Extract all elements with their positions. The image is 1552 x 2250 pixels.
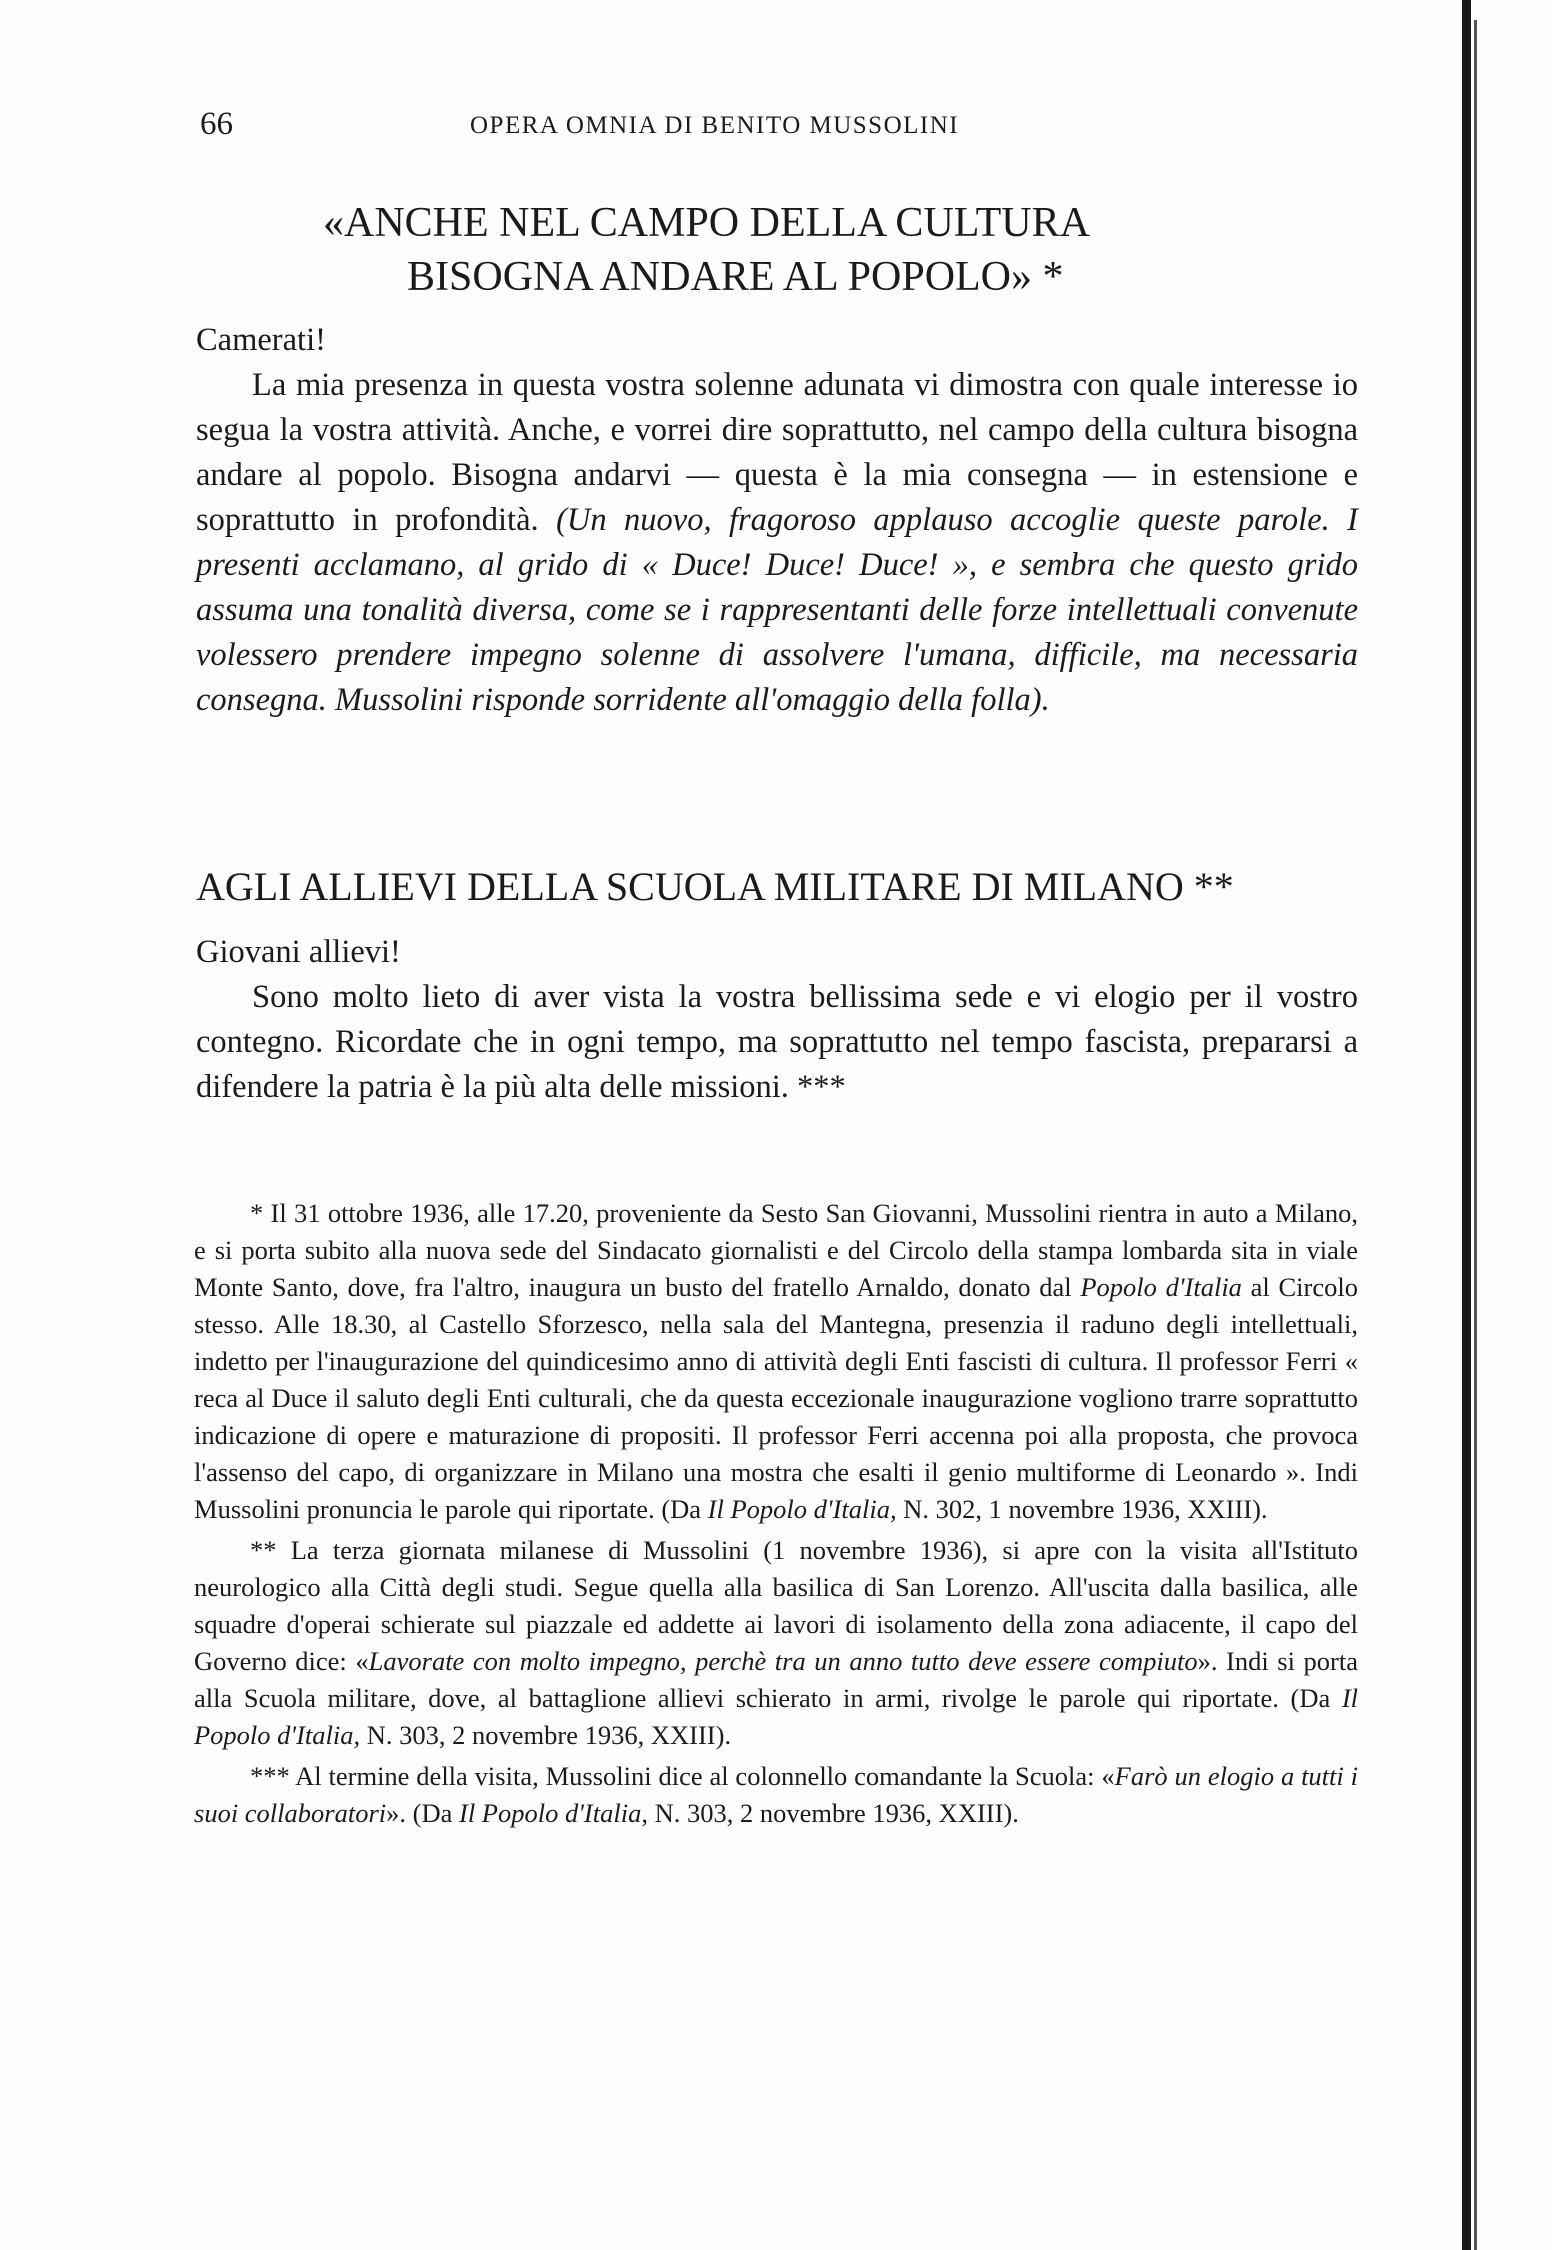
running-title: OPERA OMNIA DI BENITO MUSSOLINI: [470, 112, 960, 139]
footnote-3-quote: Farò un elogio a tutti i suoi collaboratori: [194, 1761, 1358, 1828]
section1-salutation: Camerati!: [196, 322, 326, 358]
footnote-1: [194, 1195, 1358, 1528]
footnote-2: [194, 1532, 1358, 1754]
section1-body: [196, 318, 1358, 723]
section1-title-line1: «ANCHE NEL CAMPO DELLA CULTURA: [323, 200, 1090, 246]
footnote-3: [194, 1758, 1358, 1832]
footnote-3-text-cont: ». (Da: [386, 1798, 453, 1828]
section2-title: AGLI ALLIEVI DELLA SCUOLA MILITARE DI MILANO **: [196, 864, 1234, 909]
section2-paragraph: Sono molto lieto di aver vista la vostra bellissima sede e vi elogio per il vostro contegno. Ricordate che in ogni tempo, ma soprattutto nel tempo fascista, prepararsi a difendere la patria è la più alta delle missioni. ***: [196, 979, 1358, 1105]
running-header: [0, 106, 1400, 146]
section1-paragraph: [196, 363, 1358, 723]
footnotes: [194, 1195, 1358, 1836]
footnote-1-citation-date: N. 302, 1 novembre 1936, XXIII).: [903, 1494, 1268, 1524]
section2-salutation: Giovani allievi!: [196, 934, 401, 970]
footnote-3-citation: Il Popolo d'Italia,: [459, 1798, 648, 1828]
footnote-1-citation: Il Popolo d'Italia,: [707, 1494, 897, 1524]
footnote-2-quote: Lavorate con molto impegno, perchè tra un anno tutto deve essere compiuto: [368, 1646, 1198, 1676]
section2-body: [196, 930, 1358, 1110]
section1-stage-direction: (Un nuovo, fragoroso applauso accoglie queste parole. I presenti acclamano, al grido di « Duce! Duce! Duce! », e sembra che questo grido assuma una tonalità diversa, come se i rappresentanti delle forze intellettuali convenute volessero prendere impegno solenne di assolvere l'umana, difficile, ma necessaria consegna. Mussolini risponde sorridente all'omaggio della folla).: [196, 502, 1358, 718]
page-edge-line: [1474, 20, 1477, 2250]
section1-title-line2: BISOGNA ANDARE AL POPOLO» *: [407, 254, 1064, 300]
footnote-3-citation-date: N. 303, 2 novembre 1936, XXIII).: [654, 1798, 1019, 1828]
footnote-2-citation: Il Popolo d'Italia,: [194, 1683, 1359, 1750]
page-edge-shadow: [1462, 0, 1471, 2250]
footnote-2-text: ** La terza giornata milanese di Mussolini (1 novembre 1936), si apre con la visita all'Istituto neurologico alla Città degli studi. Segue quella alla basilica di San Lorenzo. All'uscita dalla basilica, alle squadre d'operai schierate sul piazzale ed addette ai lavori di isolamento della zona adiacente, il capo del Governo dice: «: [194, 1535, 1358, 1676]
footnote-1-text: * Il 31 ottobre 1936, alle 17.20, proveniente da Sesto San Giovanni, Mussolini rientra in auto a Milano, e si porta subito alla nuova sede del Sindacato giornalisti e del Circolo della stampa lombarda sita in viale Monte Santo, dove, fra l'altro, inaugura un busto del fratello Arnaldo, donato dal: [194, 1198, 1358, 1302]
footnote-1-source: Popolo d'Italia: [1080, 1272, 1242, 1302]
footnote-2-citation-date: N. 303, 2 novembre 1936, XXIII).: [366, 1720, 732, 1750]
section1-speech-text: La mia presenza in questa vostra solenne adunata vi dimostra con quale interesse io segua la vostra attività. Anche, e vorrei dire soprattutto, nel campo della cultura bisogna andare al popolo. Bisogna andarvi — questa è la mia consegna — in estensione e soprattutto in profondità.: [196, 367, 1358, 538]
footnote-2-text-cont: ». Indi si porta alla Scuola militare, dove, al battaglione allievi schierato in armi, rivolge le parole qui riportate. (Da: [194, 1646, 1359, 1713]
footnote-1-text-cont: al Circolo stesso. Alle 18.30, al Castello Sforzesco, nella sala del Mantegna, presenzia il raduno degli intellettuali, indetto per l'inaugurazione del quindicesimo anno di attività degli Enti fascisti di cultura. Il professor Ferri « reca al Duce il saluto degli Enti culturali, che da questa eccezionale inaugurazione vogliono trarre soprattutto indicazione di opere e maturazione di propositi. Il professor Ferri accenna poi alla proposta, che provoca l'assenso del capo, di organizzare in Milano una mostra che esalti il genio multiforme di Leonardo ». Indi Mussolini pronuncia le parole qui riportate. (Da: [194, 1272, 1358, 1524]
page-number: 66: [200, 106, 233, 142]
footnote-3-text: *** Al termine della visita, Mussolini dice al colonnello comandante la Scuola: «: [250, 1761, 1115, 1791]
